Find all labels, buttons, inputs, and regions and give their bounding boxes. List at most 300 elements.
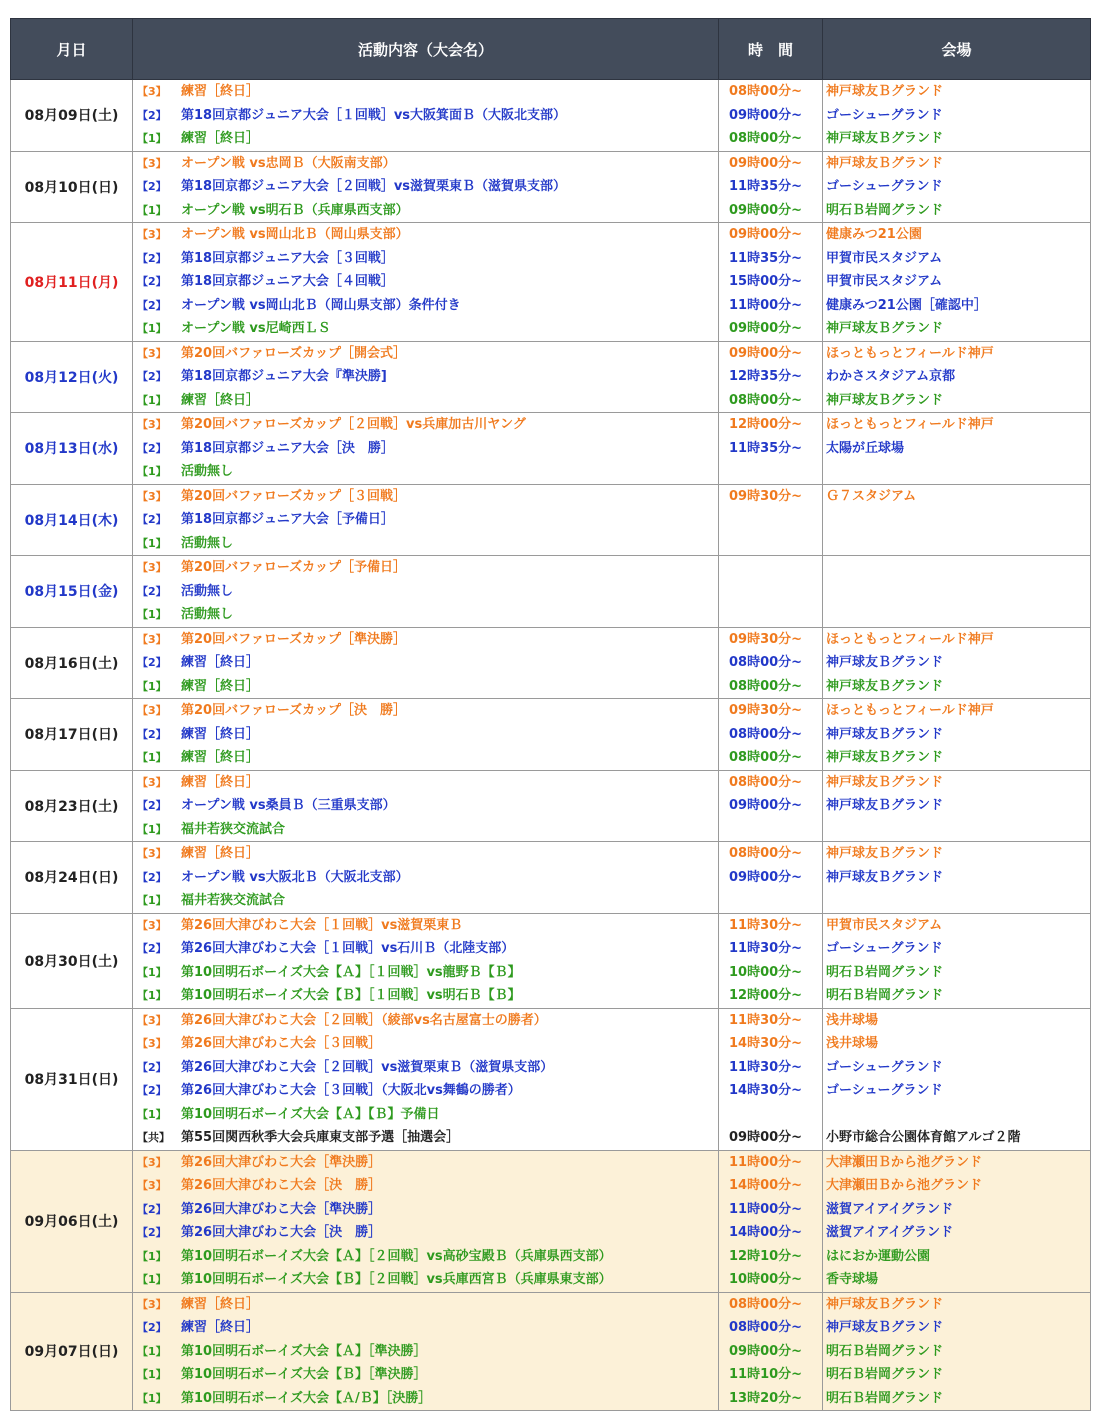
activity-cell: [133, 223, 719, 342]
venue-text: [823, 818, 1090, 842]
time-text: 11時30分~: [729, 1012, 803, 1028]
venue-cell: [823, 341, 1091, 413]
venue-text: 神戸球友Ｂグランド: [826, 655, 944, 670]
time-text: 11時00分~: [729, 297, 803, 313]
activity-text: 練習［終日］: [181, 726, 260, 742]
venue-cell: [823, 151, 1091, 223]
activity-text: 第10回明石ボーイズ大会【Ａ/Ｂ】［決勝］: [181, 1390, 432, 1406]
activity-text: オープン戦 vs忠岡Ｂ（大阪南支部）: [181, 155, 396, 171]
time-text: 09時00分~: [729, 155, 803, 171]
activity-text: オープン戦 vs大阪北Ｂ（大阪北支部）: [181, 869, 409, 885]
time-text: 08時00分~: [729, 1320, 803, 1335]
venue-text: 明石Ｂ岩岡グランド: [826, 1367, 944, 1382]
activity-line: [133, 413, 718, 437]
venue-text: 神戸球友Ｂグランド: [826, 846, 944, 861]
team-tag: 【2】: [137, 799, 167, 812]
venue-text: ゴーシューグランド: [826, 179, 943, 194]
team-tag: 【1】: [137, 751, 167, 764]
time-text: 11時00分~: [729, 1154, 803, 1170]
team-tag: 【2】: [137, 942, 167, 955]
header-activity: 活動内容（大会名）: [133, 19, 719, 80]
activity-line: [133, 580, 718, 604]
team-tag: 【2】: [137, 513, 167, 526]
activity-line: [133, 175, 718, 199]
activity-text: 第55回関西秋季大会兵庫東支部予選［抽選会］: [181, 1130, 460, 1145]
venue-cell: [823, 913, 1091, 1008]
time-cell: [719, 1150, 823, 1292]
venue-cell: [823, 770, 1091, 842]
activity-text: 練習［終日］: [181, 774, 260, 790]
activity-cell: [133, 699, 719, 771]
venue-text: 明石Ｂ岩岡グランド: [826, 1390, 944, 1406]
venue-text: 神戸球友Ｂグランド: [826, 1296, 944, 1312]
venue-text: 滋賀アイアイグランド: [826, 1225, 954, 1240]
team-tag: 【3】: [137, 1297, 167, 1311]
time-text: 14時30分~: [729, 1036, 803, 1051]
activity-line: [133, 1221, 718, 1245]
venue-text: 神戸球友Ｂグランド: [826, 869, 944, 885]
activity-text: 第26回大津びわこ大会［準決勝］: [181, 1201, 382, 1217]
venue-text: 健康みつ21公園: [826, 227, 922, 242]
venue-text: ゴーシューグランド: [826, 1083, 943, 1098]
activity-text: 練習［終日］: [181, 131, 260, 146]
time-text: 14時30分~: [729, 1083, 803, 1098]
activity-line: [133, 152, 718, 176]
venue-text: 甲賀市民スタジアム: [826, 250, 943, 266]
activity-text: 活動無し: [181, 535, 234, 551]
time-cell: [719, 484, 823, 556]
time-text: 11時30分~: [729, 917, 803, 933]
time-text: 09時00分~: [729, 869, 803, 885]
activity-text: 活動無し: [181, 464, 234, 479]
activity-line: [133, 1268, 718, 1292]
activity-line: [133, 818, 718, 842]
venue-text: [823, 603, 1090, 627]
activity-cell: [133, 484, 719, 556]
day-date: 08月24日(日): [11, 842, 133, 914]
time-text: 08時00分~: [729, 84, 803, 99]
day-date: 08月14日(木): [11, 484, 133, 556]
time-text: 09時30分~: [729, 488, 803, 504]
team-tag: 【3】: [137, 775, 167, 789]
team-tag: 【1】: [137, 322, 167, 335]
time-text: 09時00分~: [729, 345, 803, 361]
activity-text: 練習［終日］: [181, 678, 260, 694]
venue-text: 神戸球友Ｂグランド: [826, 774, 944, 790]
team-tag: 【3】: [137, 1037, 167, 1050]
team-tag: 【3】: [137, 1179, 167, 1192]
activity-text: 第20回バファローズカップ［予備日］: [181, 560, 407, 575]
venue-text: [823, 460, 1090, 484]
activity-text: 第26回大津びわこ大会［１回戦］vs石川Ｂ（北陸支部）: [181, 941, 515, 956]
activity-text: 第26回大津びわこ大会［決 勝］: [181, 1178, 382, 1193]
day-date: 09月06日(土): [11, 1150, 133, 1292]
venue-text: 明石Ｂ岩岡グランド: [826, 964, 944, 980]
day-row: [11, 151, 1091, 223]
activity-text: 第20回バファローズカップ［準決勝］: [181, 631, 407, 647]
venue-cell: [823, 1150, 1091, 1292]
activity-line: [133, 723, 718, 747]
day-date: 08月30日(土): [11, 913, 133, 1008]
activity-line: [133, 1245, 718, 1269]
time-cell: [719, 80, 823, 152]
day-row: [11, 1150, 1091, 1292]
time-text: 09時00分~: [729, 107, 803, 123]
team-tag: 【2】: [137, 180, 167, 193]
time-text: 09時00分~: [729, 1343, 803, 1359]
venue-text: 滋賀アイアイグランド: [826, 1201, 954, 1217]
time-text: [719, 460, 822, 484]
time-text: 09時00分~: [729, 1130, 803, 1145]
activity-cell: [133, 913, 719, 1008]
time-text: 11時10分~: [729, 1367, 803, 1382]
activity-line: [133, 1387, 718, 1411]
venue-text: 太陽が丘球場: [826, 440, 905, 456]
venue-text: 神戸球友Ｂグランド: [826, 392, 944, 408]
time-text: 09時30分~: [729, 703, 803, 718]
time-text: 08時00分~: [729, 392, 803, 408]
activity-text: 第10回明石ボーイズ大会【Ｂ】［２回戦］vs兵庫西宮Ｂ（兵庫県東支部）: [181, 1272, 612, 1287]
time-cell: [719, 223, 823, 342]
venue-text: [823, 580, 1090, 604]
venue-text: ほっともっとフィールド神戸: [826, 703, 994, 718]
activity-line: [133, 532, 718, 556]
activity-line: [133, 771, 718, 795]
venue-cell: [823, 223, 1091, 342]
day-date: 08月11日(月): [11, 223, 133, 342]
team-tag: 【3】: [137, 1013, 167, 1027]
activity-text: オープン戦 vs桑員Ｂ（三重県支部）: [181, 798, 396, 813]
venue-cell: [823, 484, 1091, 556]
venue-text: 健康みつ21公園［確認中］: [826, 297, 987, 313]
venue-text: Ｇ７スタジアム: [826, 488, 917, 504]
activity-line: [133, 199, 718, 223]
team-tag: 【2】: [137, 727, 167, 741]
time-text: [719, 556, 822, 580]
activity-line: [133, 1056, 718, 1080]
activity-text: 第26回大津びわこ大会［３回戦］（大阪北vs舞鶴の勝者）: [181, 1083, 521, 1098]
time-text: 10時00分~: [729, 1272, 803, 1287]
team-tag: 【1】: [137, 1344, 167, 1358]
day-row: [11, 1292, 1091, 1411]
time-text: [719, 508, 822, 532]
time-text: 08時00分~: [729, 726, 803, 742]
time-cell: [719, 770, 823, 842]
venue-text: 小野市総合公園体育館アルゴ２階: [826, 1130, 1021, 1145]
day-date: 08月13日(水): [11, 413, 133, 485]
activity-text: オープン戦 vs岡山北Ｂ（岡山県支部）条件付き: [181, 297, 461, 313]
venue-text: 大津瀬田Ｂから池グランド: [826, 1154, 983, 1170]
activity-text: 第10回明石ボーイズ大会【Ａ】［２回戦］vs高砂宝殿Ｂ（兵庫県西支部）: [181, 1248, 612, 1264]
activity-text: 練習［終日］: [181, 846, 260, 861]
activity-text: 第18回京都ジュニア大会『準決勝]: [181, 369, 387, 384]
venue-text: 神戸球友Ｂグランド: [826, 750, 944, 765]
team-tag: 【1】: [137, 536, 167, 550]
activity-line: [133, 699, 718, 723]
activity-line: [133, 842, 718, 866]
activity-line: [133, 365, 718, 389]
activity-text: 第20回バファローズカップ［２回戦］vs兵庫加古川ヤング: [181, 417, 526, 432]
activity-text: 第18回京都ジュニア大会［２回戦］vs滋賀栗東Ｂ（滋賀県支部）: [181, 179, 567, 194]
team-tag: 【2】: [137, 298, 167, 312]
activity-text: 第20回バファローズカップ［開会式］: [181, 345, 407, 361]
time-cell: [719, 341, 823, 413]
day-row: [11, 80, 1091, 152]
activity-line: [133, 1174, 718, 1198]
activity-text: 第10回明石ボーイズ大会【Ａ】［１回戦］vs龍野Ｂ【Ｂ】: [181, 964, 521, 980]
team-tag: 【2】: [137, 1321, 167, 1334]
day-row: [11, 341, 1091, 413]
venue-text: [823, 508, 1090, 532]
team-tag: 【3】: [137, 632, 167, 646]
day-date: 08月31日(日): [11, 1008, 133, 1150]
venue-text: 明石Ｂ岩岡グランド: [826, 202, 944, 218]
venue-text: 神戸球友Ｂグランド: [826, 155, 944, 171]
venue-text: 浅井球場: [826, 1036, 879, 1051]
team-tag: 【1】: [137, 132, 167, 145]
day-row: [11, 1008, 1091, 1150]
team-tag: 【2】: [137, 1060, 167, 1074]
day-row: [11, 842, 1091, 914]
time-text: 08時00分~: [729, 1296, 803, 1312]
team-tag: 【1】: [137, 894, 167, 907]
day-row: [11, 556, 1091, 628]
day-row: [11, 627, 1091, 699]
activity-line: [133, 342, 718, 366]
team-tag: 【1】: [137, 1391, 167, 1405]
day-date: 08月09日(土): [11, 80, 133, 152]
header-time: 時 間: [719, 19, 823, 80]
activity-line: [133, 127, 718, 151]
activity-line: [133, 961, 718, 985]
day-row: [11, 484, 1091, 556]
activity-line: [133, 746, 718, 770]
venue-cell: [823, 699, 1091, 771]
venue-cell: [823, 627, 1091, 699]
activity-text: 第20回バファローズカップ［３回戦］: [181, 488, 407, 504]
venue-text: はにおか運動公園: [826, 1248, 931, 1264]
day-date: 08月23日(土): [11, 770, 133, 842]
time-text: 11時00分~: [729, 1201, 803, 1217]
day-date: 08月10日(日): [11, 151, 133, 223]
activity-line: [133, 603, 718, 627]
time-cell: [719, 1008, 823, 1150]
venue-text: ゴーシューグランド: [826, 107, 943, 123]
team-tag: 【2】: [137, 108, 167, 122]
time-text: 11時35分~: [729, 250, 803, 266]
schedule-body: [11, 80, 1091, 1411]
venue-text: [823, 532, 1090, 556]
time-text: [719, 603, 822, 627]
activity-text: 第18回京都ジュニア大会［３回戦］: [181, 250, 394, 266]
venue-text: 神戸球友Ｂグランド: [826, 678, 944, 694]
time-text: 10時00分~: [729, 964, 803, 980]
venue-text: 香寺球場: [826, 1272, 879, 1287]
day-row: [11, 413, 1091, 485]
activity-text: 練習［終日］: [181, 392, 260, 408]
activity-line: [133, 223, 718, 247]
time-text: 08時00分~: [729, 846, 803, 861]
time-text: 12時10分~: [729, 1248, 803, 1264]
activity-cell: [133, 1150, 719, 1292]
venue-text: わかさスタジアム京都: [826, 369, 956, 384]
activity-line: [133, 485, 718, 509]
activity-text: 第26回大津びわこ大会［２回戦］（綾部vs名古屋富士の勝者）: [181, 1012, 547, 1028]
time-text: 13時20分~: [729, 1390, 803, 1406]
activity-cell: [133, 1292, 719, 1411]
activity-line: [133, 984, 718, 1008]
activity-line: [133, 460, 718, 484]
venue-text: 甲賀市民スタジアム: [826, 274, 943, 289]
activity-line: [133, 247, 718, 271]
activity-text: 第26回大津びわこ大会［準決勝］: [181, 1154, 382, 1170]
activity-text: 第10回明石ボーイズ大会【Ｂ】［１回戦］vs明石Ｂ【Ｂ】: [181, 988, 521, 1003]
activity-cell: [133, 151, 719, 223]
activity-line: [133, 556, 718, 580]
schedule-table: [10, 18, 1091, 1411]
activity-text: 第18回京都ジュニア大会［４回戦］: [181, 274, 394, 289]
day-date: 08月17日(日): [11, 699, 133, 771]
activity-line: [133, 675, 718, 699]
activity-cell: [133, 842, 719, 914]
activity-line: [133, 437, 718, 461]
activity-text: 福井若狭交流試合: [181, 821, 286, 837]
activity-line: [133, 1198, 718, 1222]
activity-line: [133, 294, 718, 318]
venue-text: 神戸球友Ｂグランド: [826, 84, 944, 99]
time-text: 08時00分~: [729, 655, 803, 670]
venue-text: 神戸球友Ｂグランド: [826, 1320, 944, 1335]
activity-line: [133, 1151, 718, 1175]
time-cell: [719, 1292, 823, 1411]
time-text: 11時35分~: [729, 440, 803, 456]
activity-line: [133, 937, 718, 961]
activity-text: 第20回バファローズカップ［決 勝］: [181, 703, 407, 718]
time-text: 12時00分~: [729, 417, 803, 432]
activity-line: [133, 317, 718, 341]
activity-cell: [133, 80, 719, 152]
venue-text: 神戸球友Ｂグランド: [826, 798, 944, 813]
time-text: 12時00分~: [729, 988, 803, 1003]
activity-text: 第18回京都ジュニア大会［１回戦］vs大阪箕面Ｂ（大阪北支部）: [181, 107, 567, 123]
day-date: 08月15日(金): [11, 556, 133, 628]
venue-text: 甲賀市民スタジアム: [826, 917, 943, 933]
team-tag: 【3】: [137, 1155, 167, 1169]
time-text: 09時30分~: [729, 631, 803, 647]
time-text: [719, 532, 822, 556]
time-cell: [719, 913, 823, 1008]
team-tag: 【1】: [137, 393, 167, 407]
team-tag: 【2】: [137, 1084, 167, 1097]
header-date: 月日: [11, 19, 133, 80]
venue-text: ほっともっとフィールド神戸: [826, 631, 994, 647]
team-tag: 【1】: [137, 465, 167, 478]
venue-text: 神戸球友Ｂグランド: [826, 321, 944, 336]
venue-text: [823, 1103, 1090, 1127]
venue-text: 神戸球友Ｂグランド: [826, 131, 944, 146]
team-tag: 【3】: [137, 489, 167, 503]
time-text: 09時00分~: [729, 798, 803, 813]
activity-text: 練習［終日］: [181, 84, 260, 99]
team-tag: 【1】: [137, 1273, 167, 1286]
activity-line: [133, 508, 718, 532]
activity-text: 練習［終日］: [181, 1296, 260, 1312]
day-date: 09月07日(日): [11, 1292, 133, 1411]
time-text: 08時00分~: [729, 131, 803, 146]
team-tag: 【3】: [137, 704, 167, 717]
venue-text: ゴーシューグランド: [826, 941, 943, 956]
team-tag: 【2】: [137, 275, 167, 288]
time-cell: [719, 842, 823, 914]
team-tag: 【1】: [137, 1107, 167, 1121]
activity-line: [133, 1009, 718, 1033]
activity-cell: [133, 770, 719, 842]
time-text: [719, 889, 822, 913]
time-cell: [719, 413, 823, 485]
team-tag: 【1】: [137, 989, 167, 1002]
time-text: 11時30分~: [729, 941, 803, 956]
team-tag: 【2】: [137, 370, 167, 383]
activity-line: [133, 1340, 718, 1364]
venue-text: 浅井球場: [826, 1012, 879, 1028]
team-tag: 【2】: [137, 584, 167, 598]
time-cell: [719, 151, 823, 223]
time-text: 12時35分~: [729, 369, 803, 384]
team-tag: 【1】: [137, 965, 167, 979]
activity-line: [133, 80, 718, 104]
time-text: 09時00分~: [729, 202, 803, 218]
venue-text: [823, 556, 1090, 580]
time-cell: [719, 627, 823, 699]
time-text: 11時35分~: [729, 179, 803, 194]
venue-cell: [823, 413, 1091, 485]
activity-line: [133, 889, 718, 913]
venue-text: ほっともっとフィールド神戸: [826, 345, 994, 361]
activity-text: 第10回明石ボーイズ大会【Ｂ】［準決勝］: [181, 1367, 427, 1382]
team-tag: 【2】: [137, 441, 167, 455]
activity-line: [133, 794, 718, 818]
activity-text: 第18回京都ジュニア大会［決 勝］: [181, 440, 394, 456]
activity-text: 第10回明石ボーイズ大会【Ａ】【Ｂ】予備日: [181, 1106, 440, 1122]
venue-text: 大津瀬田Ｂから池グランド: [826, 1178, 983, 1193]
team-tag: 【1】: [137, 203, 167, 217]
time-text: 14時00分~: [729, 1178, 803, 1193]
venue-cell: [823, 1008, 1091, 1150]
time-text: 15時00分~: [729, 274, 803, 289]
team-tag: 【3】: [137, 156, 167, 170]
activity-text: 第26回大津びわこ大会［３回戦］: [181, 1036, 382, 1051]
venue-cell: [823, 80, 1091, 152]
venue-cell: [823, 1292, 1091, 1411]
activity-line: [133, 1293, 718, 1317]
day-date: 08月16日(土): [11, 627, 133, 699]
venue-cell: [823, 556, 1091, 628]
day-date: 08月12日(火): [11, 341, 133, 413]
activity-text: オープン戦 vs明石Ｂ（兵庫県西支部）: [181, 202, 409, 218]
activity-cell: [133, 341, 719, 413]
activity-line: [133, 866, 718, 890]
team-tag: 【2】: [137, 656, 167, 669]
activity-text: 第10回明石ボーイズ大会【Ａ】［準決勝］: [181, 1343, 427, 1359]
time-text: 08時00分~: [729, 750, 803, 765]
team-tag: 【3】: [137, 561, 167, 574]
venue-text: [823, 889, 1090, 913]
team-tag: 【3】: [137, 228, 167, 241]
team-tag: 【2】: [137, 1202, 167, 1216]
time-text: 09時00分~: [729, 321, 803, 336]
venue-text: 明石Ｂ岩岡グランド: [826, 988, 944, 1003]
activity-text: 第18回京都ジュニア大会［予備日］: [181, 512, 394, 527]
